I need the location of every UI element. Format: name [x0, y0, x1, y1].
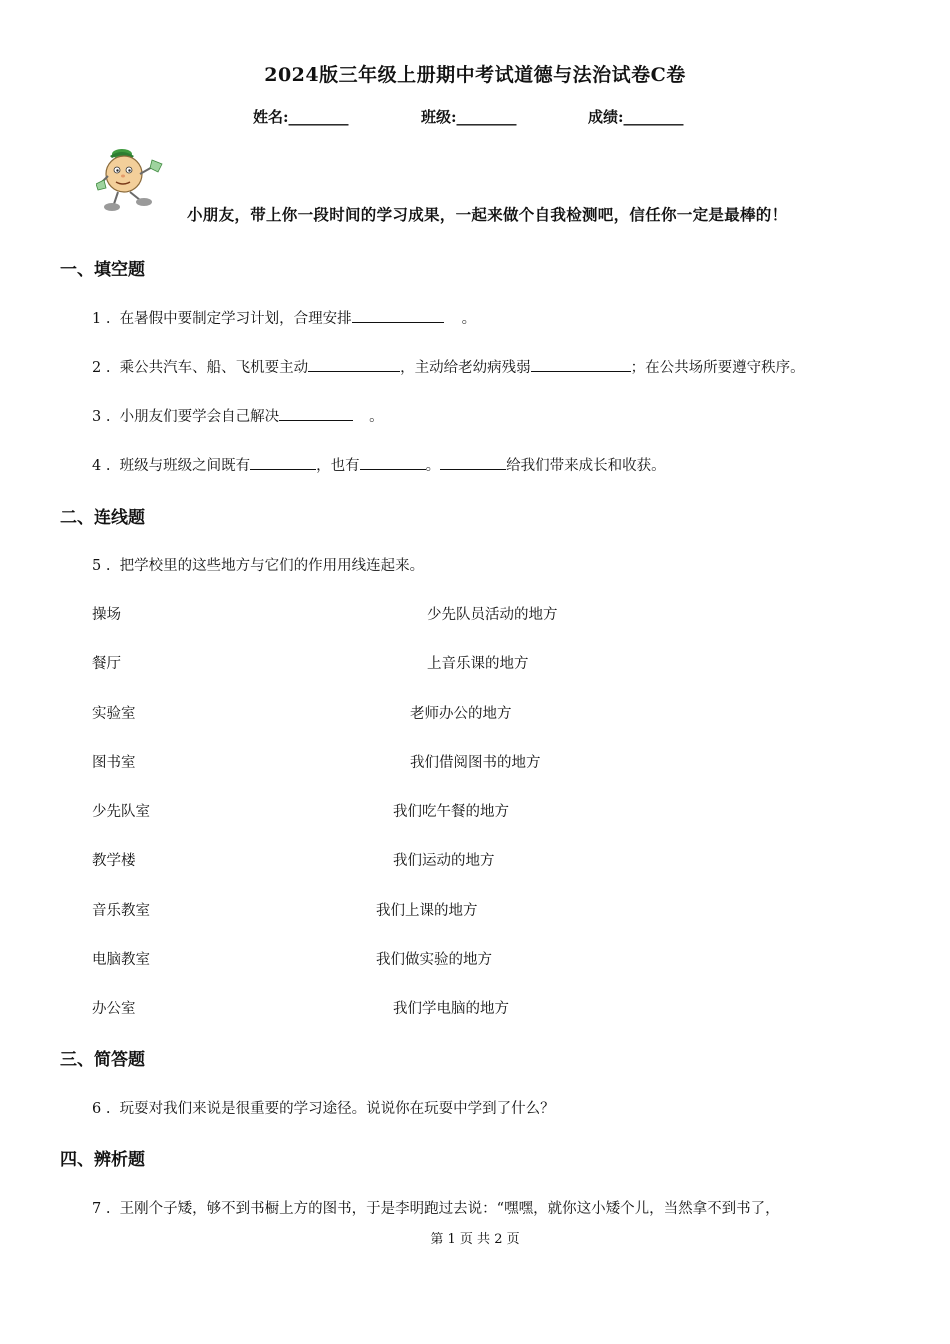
- question-7: [92, 1197, 780, 1218]
- question-text: 玩耍对我们来说是很重要的学习途径。说说你在玩耍中学到了什么？: [119, 1101, 555, 1117]
- match-left-item[interactable]: 图书室: [92, 755, 136, 771]
- match-left-item[interactable]: 实验室: [92, 706, 136, 722]
- match-right-item[interactable]: 我们吃午餐的地方: [393, 804, 509, 820]
- question-text: 在暑假中要制定学习计划，合理安排: [119, 311, 352, 327]
- encouragement-text: 小朋友，带上你一段时间的学习成果，一起来做个自我检测吧，信任你一定是最棒的！: [187, 205, 788, 224]
- answer-blank[interactable]: [531, 358, 631, 372]
- question-text: 乘公共汽车、船、飞机要主动: [119, 360, 309, 376]
- match-left-item[interactable]: 餐厅: [92, 656, 121, 672]
- question-4: 4 . 班级与班级之间既有 ，也有 。 给我们带来成长和收获。: [92, 458, 666, 474]
- section-analysis: 四、辨析题: [60, 1150, 145, 1170]
- question-number: 7 .: [92, 1201, 111, 1217]
- class-field[interactable]: 班级:________: [421, 108, 517, 126]
- question-number: 2 .: [92, 360, 111, 376]
- match-right-item[interactable]: 老师办公的地方: [410, 706, 512, 722]
- match-left-item[interactable]: 音乐教室: [92, 903, 150, 919]
- answer-blank[interactable]: [279, 407, 353, 421]
- match-left-item[interactable]: 办公室: [92, 1001, 136, 1017]
- question-1: 1 . 在暑假中要制定学习计划，合理安排 。: [92, 311, 477, 327]
- question-number: 1 .: [92, 311, 111, 327]
- match-right-item[interactable]: 上音乐课的地方: [427, 656, 529, 672]
- answer-blank[interactable]: [360, 456, 426, 470]
- match-right-item[interactable]: 我们做实验的地方: [376, 952, 492, 968]
- question-6: [92, 1097, 555, 1118]
- section-matching: 二、连线题: [60, 508, 145, 528]
- mascot-icon: [96, 146, 176, 216]
- question-number: 5 .: [92, 558, 111, 574]
- section-short-answer: 三、简答题: [60, 1050, 145, 1070]
- match-left-item[interactable]: 操场: [92, 607, 121, 623]
- page-footer: 第 1 页 共 2 页: [430, 1232, 520, 1247]
- question-5: [92, 554, 424, 575]
- question-number: 4 .: [92, 458, 111, 474]
- match-right-item[interactable]: 我们学电脑的地方: [393, 1001, 509, 1017]
- question-number: 3 .: [92, 409, 111, 425]
- question-text: 把学校里的这些地方与它们的作用用线连起来。: [119, 558, 425, 574]
- section-fill-blank: 一、填空题: [60, 260, 145, 280]
- match-left-item[interactable]: 电脑教室: [92, 952, 150, 968]
- answer-blank[interactable]: [352, 309, 444, 323]
- question-2: 2 . 乘公共汽车、船、飞机要主动 ，主动给老幼病残弱 ；在公共场所要遵守秩序。: [92, 360, 805, 376]
- question-text: 小朋友们要学会自己解决: [119, 409, 280, 425]
- answer-blank[interactable]: [308, 358, 400, 372]
- question-text: 王刚个子矮，够不到书橱上方的图书，于是李明跑过去说：“嘿嘿，就你这小矮个儿，当然拿不到书了，: [119, 1201, 780, 1217]
- match-right-item[interactable]: 我们运动的地方: [393, 853, 495, 869]
- match-right-item[interactable]: 我们上课的地方: [376, 903, 478, 919]
- question-3: 3 . 小朋友们要学会自己解决 。: [92, 409, 384, 425]
- name-field[interactable]: 姓名:________: [253, 108, 349, 126]
- page-title: 2024版三年级上册期中考试道德与法治试卷C卷: [264, 64, 686, 86]
- match-right-item[interactable]: 我们借阅图书的地方: [410, 755, 541, 771]
- answer-blank[interactable]: [250, 456, 316, 470]
- answer-blank[interactable]: [440, 456, 506, 470]
- question-number: 6 .: [92, 1101, 111, 1117]
- score-field[interactable]: 成绩:________: [588, 108, 684, 126]
- match-left-item[interactable]: 教学楼: [92, 853, 136, 869]
- question-text: 班级与班级之间既有: [119, 458, 251, 474]
- match-right-item[interactable]: 少先队员活动的地方: [427, 607, 558, 623]
- match-left-item[interactable]: 少先队室: [92, 804, 150, 820]
